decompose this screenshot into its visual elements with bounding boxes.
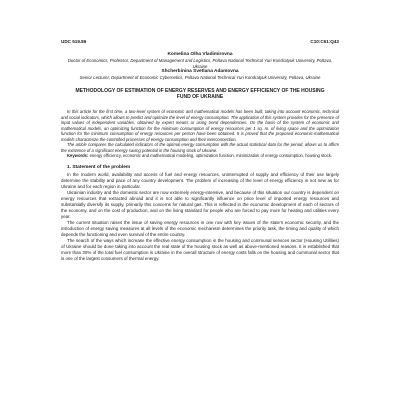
author-name: Shcherbinina Svetlana Adamovna <box>161 69 239 75</box>
author-affiliation: Doctor of Economics, Professor, Department of Management and Logistics, Poltava National Technical Yuri Kondratyuk University, Poltava, Ukraine <box>67 58 333 69</box>
paper-title: METHODOLOGY OF ESTIMATION OF ENERGY RESERVES AND ENERGY EFFICIENCY OF THE HOUSING FUND OF UKRAINE <box>75 87 325 101</box>
section-heading: 1. Statement of the problem <box>67 165 131 171</box>
keywords-text: energy efficiency, economic and mathematical modeling, optimization function, minimization of energy consumption, housing stock. <box>89 153 332 158</box>
keywords-label: Keywords: <box>67 153 89 158</box>
abstract-paragraph: The article compares the calculated indicators of the optimal energy consumption with the actual statistical data for the period, allows us to affirm the existence of a significant energy saving potential in the housing stock of Ukraine. <box>61 142 339 153</box>
body-paragraph: The search of the ways which increase the effective energy consumption in the housing and communal services sector (Housing Utilities) of Ukraine should be done taking into account the real state of the housing stock as well as above-mentioned reasons. It is established that more than 30% of the total fuel consumption in Ukraine in the overall structure of energy costs falls on the housing and communal sector that is one of the largest consumers of thermal energy. <box>61 237 339 261</box>
udc-code: UDC 519.86 <box>61 39 87 44</box>
author-name: Komelina Olha Vladimirovna <box>167 52 233 57</box>
author-block-2 <box>61 69 339 81</box>
abstract-paragraph: In this article for the first time, a two-level system of economic and mathematical models has been built, taking into account economic, technical and social indicators, which allows to predict and optimize the level of energy consumption. The application of this system provides for the presence of input values of independent variables, obtained by expert means or using trend dependencies. On the basis of the system of economic and mathematical models, an optimizing function for the minimum consumption of energy resources per 1 sq. m. of living space and the optimization function for the minimum consumption of energy resources per person have been obtained. It is proved that the proposed economic-mathematical models characterize the controlled processes of energy consumption and their interconnection. <box>61 109 339 142</box>
author-affiliation: Senior Lecturer, Department of Economic Cybernetics, Poltava National Technical Yuri Kondratyuk University, Poltava, Ukraine <box>79 75 321 81</box>
keywords <box>61 153 339 158</box>
classification-codes <box>61 39 339 45</box>
jel-code: C10:C61:Q43 <box>310 39 339 44</box>
body-paragraph: Ukrainian industry and the domestic sector are now extremely energy-intensive, and because of this situation our country is dependent on energy resources that extracted abroad and it is not able to significantly influence on price level of imported energy resources and substantially diversify its supply, primarily this concerns for natural gas. This is reflected in the economic development of each of sectors of the economy, and on the cost of production, and on the living standard for people who are forced to pay more for heating and utilities every year. <box>61 190 339 220</box>
body-paragraph: The current situation raises the issue of saving energy resources in one row with key issues of the state's economic security, and the introduction of energy saving measures at all levels of the economic mechanism determines the priority task, the timing and quality of which depends the functioning and even survival of the entire country. <box>61 220 339 237</box>
author-block-1 <box>61 52 339 69</box>
body-paragraph: In the modern world, availability and access of fuel and energy resources, uninterrupted of supply and efficiency of their use largely determine the stability and pace of any country development. The problem of increasing of the level of energy efficiency is not new as for Ukraine and for each region in particular. <box>61 172 339 190</box>
